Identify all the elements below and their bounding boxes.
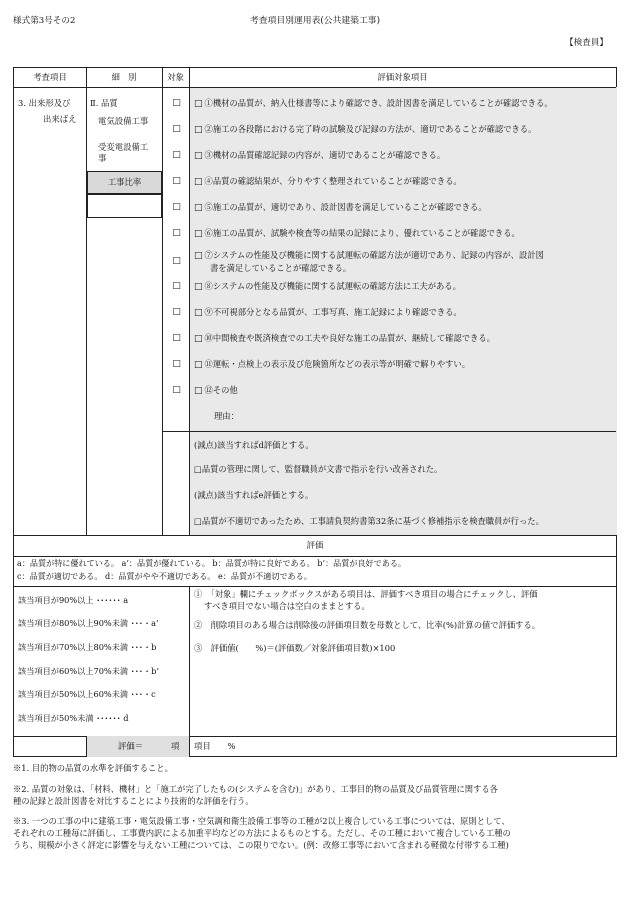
deduction-d-header: (減点)該当すればd評価とする。 [194, 440, 314, 450]
item-row [163, 124, 617, 137]
item-row [163, 307, 617, 320]
item-text: ①機材の品質が、納入仕様書等により確認でき、設計図書を満足していることが確認できる。 [204, 98, 553, 108]
item-checkbox[interactable]: □ [194, 386, 203, 396]
note-3: ③ 評価値( %)＝(評価数／対象評価項目数)×100 [194, 643, 396, 653]
item-row [163, 250, 617, 273]
sub-item-substation-cont: 事 [98, 153, 107, 163]
target-checkbox[interactable]: □ [172, 176, 181, 186]
footnote-2: ※2. 品質の対象は、「材料、機材」と「施工が完了したもの(システムを含む)」があり、工事目的物の品質及び品質管理に関する各 [13, 784, 498, 794]
legend-line-1: a：品質が特に優れている。 a’：品質が優れている。 b：品質が特に良好である。 b’：品質が良好である。 [17, 558, 407, 568]
item-text: ⑤施工の品質が、適切であり、設計図書を満足していることが確認できる。 [204, 202, 487, 212]
scale-d: 該当項目が50%未満 ･･････ d [18, 713, 129, 723]
item-text: ⑥施工の品質が、試験や検査等の結果の記録により、優れていることが確認できる。 [204, 228, 520, 238]
item-text: ⑧システムの性能及び機能に関する試運転の確認方法に工夫がある。 [204, 281, 461, 291]
evaluation-table [13, 67, 617, 757]
item-checkbox[interactable]: □ [194, 125, 203, 135]
item-row [163, 333, 617, 346]
item-checkbox[interactable]: □ [194, 99, 203, 109]
item-text: ⑪運転・点検上の表示及び危険箇所などの表示等が明確で解りやすい。 [204, 359, 471, 369]
item-checkbox[interactable]: □ [194, 177, 203, 187]
item-text: ⑫その他 [204, 385, 238, 395]
footer-unit-label: 項 [171, 741, 180, 752]
deduction-e-item[interactable]: □品質が不適切であったため、工事請負契約書第32条に基づく修補指示を検査職員が行った。 [194, 516, 544, 526]
subcategory-label: Ⅱ. 品質 [90, 98, 118, 108]
sub-item-electrical: 電気設備工事 [98, 116, 149, 126]
target-checkbox[interactable]: □ [172, 124, 181, 134]
item-text: ⑦システムの性能及び機能に関する試運転の確認方法が適切であり、記録の内容が、設計図 [204, 250, 544, 260]
item-row [163, 281, 617, 294]
target-checkbox[interactable]: □ [172, 281, 181, 291]
item-checkbox[interactable]: □ [194, 229, 203, 239]
item-checkbox[interactable]: □ [194, 282, 203, 292]
item-row [163, 150, 617, 163]
scale-b: 該当項目が70%以上80%未満 ･･･・b [18, 642, 157, 652]
footnote-3-cont: それぞれの工種毎に評価し、工事費内訳による加重平均などの方法によるものとする。ただし、その工種において複合している工種の [13, 828, 511, 838]
col-header-items: 評価対象項目 [377, 72, 428, 83]
target-checkbox[interactable]: □ [172, 385, 181, 395]
evaluation-header: 評価 [306, 540, 324, 551]
item-checkbox[interactable]: □ [194, 360, 203, 370]
item-row [163, 176, 617, 189]
footnote-2-cont: 種の記録と設計図書を対比することにより技術的な評価を行う。 [13, 796, 254, 806]
target-checkbox[interactable]: □ [172, 359, 181, 369]
sub-item-substation: 受変電設備工 [98, 142, 149, 152]
item-checkbox[interactable]: □ [194, 203, 203, 213]
page-title: 考査項目別運用表(公共建築工事) [249, 16, 381, 26]
form-number: 様式第3号その2 [13, 16, 76, 26]
item-text: ②施工の各段階における完了時の試験及び記録の方法が、適切であることが確認できる。 [204, 124, 537, 134]
item-checkbox[interactable]: □ [194, 251, 203, 261]
target-checkbox[interactable]: □ [172, 307, 181, 317]
item-row [163, 228, 617, 241]
item-row [163, 385, 617, 398]
reason-input[interactable] [248, 405, 608, 425]
scale-b-prime: 該当項目が60%以上70%未満 ･･･・b’ [18, 666, 159, 676]
scale-a-prime: 該当項目が80%以上90%未満 ･･･・a’ [18, 618, 159, 628]
footer-items-label: 項目 % [194, 741, 236, 752]
ratio-input[interactable] [87, 194, 162, 218]
deduction-d-item[interactable]: □品質の管理に関して、監督職員が文書で指示を行い改善された。 [194, 464, 443, 474]
role-label: 【検査員】 [565, 38, 608, 48]
col-header-category: 考査項目 [33, 72, 67, 83]
target-checkbox[interactable]: □ [172, 228, 181, 238]
item-text: ⑩中間検査や既済検査での工夫や良好な施工の品質が、継続して確認できる。 [204, 333, 495, 343]
footer-eval-label: 評価＝ [118, 741, 144, 752]
item-checkbox[interactable]: □ [194, 334, 203, 344]
target-checkbox[interactable]: □ [172, 98, 181, 108]
reason-label: 理由： [214, 411, 239, 421]
note-2: ② 削除項目のある場合は削除後の評価項目数を母数として、比率(%)計算の値で評価する。 [194, 620, 541, 630]
category-label: 3. 出来形及び [18, 98, 71, 108]
note-1: ① 「対象」欄にチェックボックスがある項目は、評価すべき項目の場合にチェックし、評価 [194, 589, 538, 599]
target-checkbox[interactable]: □ [172, 256, 181, 266]
item-text: ④品質の確認結果が、分りやすく整理されていることが確認できる。 [204, 176, 462, 186]
item-text-cont: 書を満足していることが確認できる。 [210, 262, 352, 273]
item-row [163, 202, 617, 215]
item-row [163, 359, 617, 372]
footnote-1: ※1. 目的物の品質の水準を評価すること。 [13, 763, 173, 773]
note-1-cont: すべき項目でない場合は空白のままとする。 [204, 601, 370, 611]
ratio-label: 工事比率 [87, 171, 162, 194]
target-checkbox[interactable]: □ [172, 150, 181, 160]
scale-a: 該当項目が90%以上 ･･････ a [18, 595, 129, 605]
col-header-detail: 細 別 [111, 72, 137, 83]
item-checkbox[interactable]: □ [194, 308, 203, 318]
legend-line-2: c：品質が適切である。 d：品質がやや不適切である。 e：品質が不適切である。 [17, 571, 312, 581]
category-label-cont: 出来ばえ [43, 114, 77, 124]
footnote-3-cont2: うち、規模が小さく評定に影響を与えない工種については、この限りでない。(例：改修工事等において含まれる軽微な付帯する工種) [13, 840, 509, 850]
footnote-3: ※3. 一つの工事の中に建築工事・電気設備工事・空気調和衛生設備工事等の工種が2以上複合している工事については、原則として、 [13, 816, 510, 826]
deduction-e-header: (減点)該当すればe評価とする。 [194, 490, 314, 500]
target-checkbox[interactable]: □ [172, 333, 181, 343]
scale-c: 該当項目が50%以上60%未満 ･･･・c [18, 689, 156, 699]
item-text: ③機材の品質確認記録の内容が、適切であることが確認できる。 [204, 150, 446, 160]
col-header-target: 対象 [167, 72, 184, 83]
item-text: ⑨不可視部分となる品質が、工事写真、施工記録により確認できる。 [204, 307, 462, 317]
item-checkbox[interactable]: □ [194, 151, 203, 161]
target-checkbox[interactable]: □ [172, 202, 181, 212]
item-row [163, 98, 617, 111]
